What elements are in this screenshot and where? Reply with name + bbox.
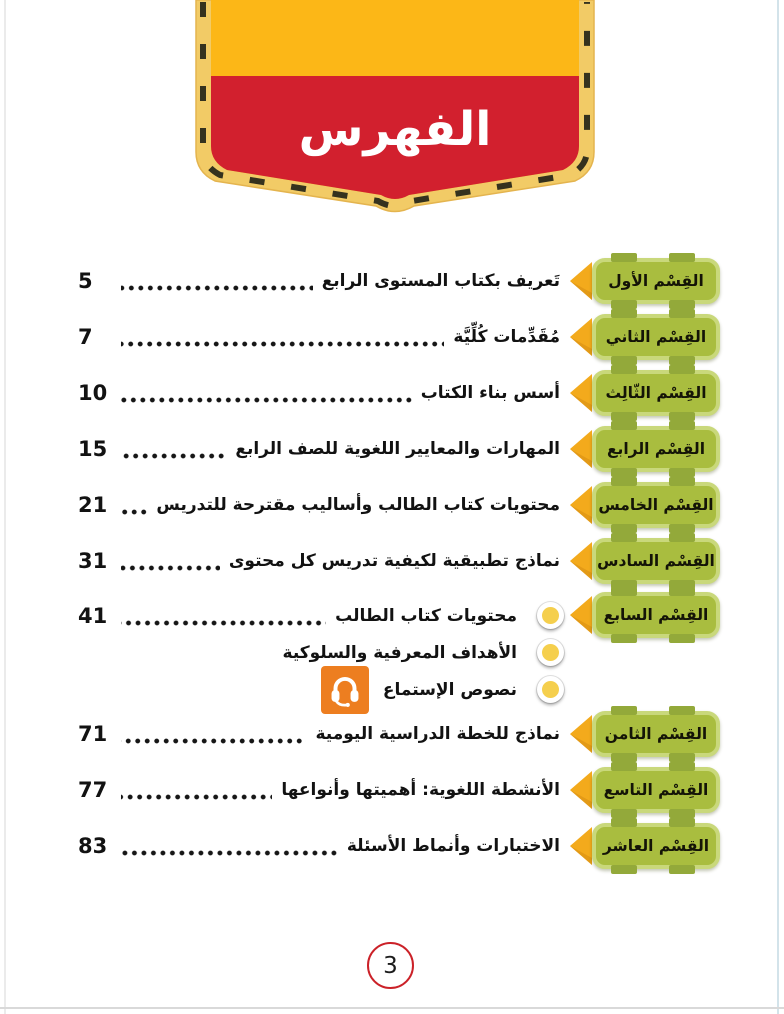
section-badge-group [570, 370, 720, 416]
section-badge [592, 258, 720, 304]
header-banner [190, 0, 600, 222]
toc-entry-title: نماذج تطبيقية لكيفية تدريس كل محتوى [228, 551, 560, 571]
dot-leader [121, 284, 313, 292]
chevron-left-icon [570, 262, 592, 300]
toc-entry-page-number: 77 [78, 778, 108, 802]
section-badge [592, 711, 720, 757]
toc-entry-title: الأهداف المعرفية والسلوكية [282, 642, 517, 663]
section-badge-label: القِسْم الخامس [598, 496, 714, 514]
section-badge-label: القِسْم الثامن [604, 725, 708, 743]
toc-row-with-subitems [78, 597, 720, 708]
toc-row [78, 479, 720, 531]
section-badge-group [570, 426, 720, 472]
section-badge-group [570, 258, 720, 304]
toc-row [78, 255, 720, 307]
section-badge [592, 314, 720, 360]
toc-row [78, 708, 720, 760]
page-left-edge [4, 0, 6, 1014]
toc-entry-page-number: 31 [78, 549, 108, 573]
section-badge [592, 482, 720, 528]
bullet-icon [537, 639, 564, 666]
toc-entry-title: أسس بناء الكتاب [420, 383, 560, 403]
subitem-row [78, 671, 570, 708]
toc-entry-title: المهارات والمعايير اللغوية للصف الرابع [235, 439, 560, 459]
page-number: 3 [383, 952, 398, 979]
subitem-row [78, 597, 570, 634]
toc-row [78, 535, 720, 587]
section-badge [592, 592, 720, 638]
chevron-left-icon [570, 771, 592, 809]
section-badge-label: القِسْم الثّالِث [605, 384, 707, 402]
chevron-left-icon [570, 715, 592, 753]
section-badge [592, 767, 720, 813]
dot-leader [121, 737, 306, 745]
chevron-left-icon [570, 430, 592, 468]
section-badge-label: القِسْم الثاني [605, 328, 707, 346]
page-bottom-edge [0, 1007, 784, 1009]
section-badge-group [570, 592, 720, 638]
section-badge-group [570, 767, 720, 813]
toc-entry-page-number: 83 [78, 834, 108, 858]
toc-row [78, 311, 720, 363]
section-badge-group [570, 538, 720, 584]
toc-entry-title: محتويات كتاب الطالب [335, 605, 517, 626]
section-badge [592, 370, 720, 416]
dot-leader [121, 564, 220, 572]
section-badge [592, 538, 720, 584]
toc-entry-page-number: 7 [78, 325, 93, 349]
toc-entry-page-number: 71 [78, 722, 108, 746]
subitem-list [78, 597, 570, 708]
toc-entry-title: الاختبارات وأنماط الأسئلة [346, 836, 560, 856]
section-badge-label: القِسْم الأول [608, 272, 704, 290]
dot-leader [121, 340, 444, 348]
section-badge [592, 823, 720, 869]
chevron-left-icon [570, 374, 592, 412]
page-title: الفهرس [298, 102, 492, 157]
toc-entry-title: الأنشطة اللغوية: أهميتها وأنواعها [281, 780, 560, 800]
page-number-badge [367, 942, 414, 989]
toc-entry-page-number: 15 [78, 437, 108, 461]
dot-leader [121, 619, 326, 627]
page-right-edge [777, 0, 779, 1014]
toc-row [78, 820, 720, 872]
toc-row [78, 367, 720, 419]
toc-entry-title: نصوص الإستماع [382, 679, 517, 700]
headset-icon [321, 666, 369, 714]
section-badge [592, 426, 720, 472]
toc-entry-page-number: 21 [78, 493, 108, 517]
toc-entry-page-number: 10 [78, 381, 108, 405]
section-badge-label: القِسْم السابع [603, 606, 709, 624]
toc-entry-title: تَعريف بكتاب المستوى الرابع [321, 271, 560, 291]
chevron-left-icon [570, 596, 592, 634]
chevron-left-icon [570, 542, 592, 580]
chevron-left-icon [570, 318, 592, 356]
dot-leader [121, 793, 272, 801]
chevron-left-icon [570, 486, 592, 524]
section-badge-group [570, 823, 720, 869]
dot-leader [121, 452, 226, 460]
section-badge-label: القِسْم التاسع [603, 781, 709, 799]
bullet-icon [537, 676, 564, 703]
section-badge-label: القِسْم العاشر [602, 837, 710, 855]
chevron-left-icon [570, 827, 592, 865]
toc-entry-page-number: 5 [78, 269, 93, 293]
section-badge-label: القِسْم الرابع [606, 440, 706, 458]
dot-leader [121, 508, 147, 516]
dot-leader [121, 396, 412, 404]
table-of-contents [78, 255, 720, 876]
section-badge-label: القِسْم السادس [597, 552, 715, 570]
dot-leader [121, 849, 338, 857]
section-badge-group [570, 711, 720, 757]
bullet-icon [537, 602, 564, 629]
toc-entry-title: نماذج للخطة الدراسية اليومية [315, 724, 560, 744]
toc-entry-title: محتويات كتاب الطالب وأساليب مقترحة للتدريس [156, 495, 560, 515]
toc-row [78, 764, 720, 816]
toc-entry-title: مُقَدِّمات كُلِّيَّة [453, 327, 560, 347]
section-badge-group [570, 482, 720, 528]
toc-row [78, 423, 720, 475]
section-badge-group [570, 314, 720, 360]
toc-entry-page-number: 41 [78, 603, 108, 628]
